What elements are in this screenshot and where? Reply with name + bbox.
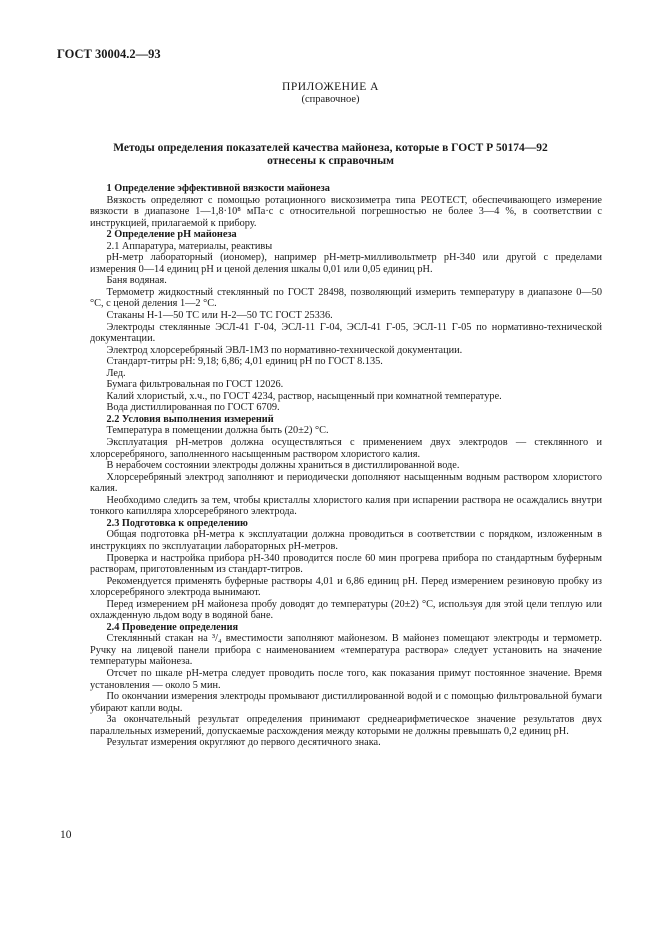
paragraph: Необходимо следить за тем, чтобы кристаллы хлористого калия при испарении раствора не осаждались внутри тонкого капилляра хлорсеребряного электрода. (90, 494, 602, 518)
paragraph: 2.1 Аппаратура, материалы, реактивы (106, 240, 273, 252)
paragraph: По окончании измерения электроды промывают дистиллированной водой и с помощью фильтровальной бумаги убирают капли воды. (90, 691, 602, 714)
paragraph: Электроды стеклянные ЭСЛ-41 Г-04, ЭСЛ-11 Г-04, ЭСЛ-41 Г-05, ЭСЛ-11 Г-05 по нормативно-технической документации. (90, 321, 602, 345)
appendix-status: (справочное) (301, 94, 360, 105)
paragraph: Электрод хлорсеребряный ЭВЛ-1М3 по нормативно-технической документации. (106, 344, 463, 356)
paragraph: Стеклянный стакан на ³/₄ вместимости заполняют майонезом. В майонез помещают электроды и термометр. Ручку на лицевой панели прибора с наименованием «температура раствора» следует установить на значение температуры майонеза. (90, 633, 602, 668)
paragraph: Вода дистиллированная по ГОСТ 6709. (106, 402, 280, 414)
paragraph: В нерабочем состоянии электроды должны храниться в дистиллированной воде. (106, 460, 460, 472)
paragraph: Баня водяная. (106, 275, 167, 287)
paragraph: Эксплуатация рН-метров должна осуществляться с применением двух электродов — стеклянного и хлорсеребряного, заполненного насыщенным раствором хлористого калия. (90, 437, 602, 460)
document-body (90, 183, 602, 749)
paragraph: Отсчет по шкале рН-метра следует проводить после того, как показания примут постоянное значение. Время установления — около 5 мин. (90, 667, 602, 691)
section-heading: 2.2 Условия выполнения измерений (106, 413, 274, 425)
section-title-line-2: отнесены к справочным (267, 155, 394, 167)
paragraph: рН-метр лабораторный (иономер), например рН-метр-милливольтметр рН-340 или другой с пределами измерения 0—14 единиц рН и ценой деления шкалы 0,01 или 0,05 единиц рН. (90, 252, 602, 275)
paragraph: Калий хлористый, х.ч., по ГОСТ 4234, раствор, насыщенный при комнатной температуре. (106, 390, 502, 402)
section-title-line-1: Методы определения показателей качества майонеза, которые в ГОСТ Р 50174—92 (113, 142, 548, 154)
section-title (0, 142, 661, 168)
page-number: 10 (60, 829, 72, 841)
document-number: ГОСТ 30004.2—93 (57, 47, 161, 61)
paragraph: Лед. (106, 367, 126, 379)
paragraph: Общая подготовка рН-метра к эксплуатации должна проводиться в соответствии с порядком, изложенным в инструкциях по эксплуатации лабораторных рН-метров. (90, 529, 602, 552)
paragraph: Результат измерения округляют до первого десятичного знака. (106, 737, 381, 749)
paragraph: За окончательный результат определения принимают среднеарифметическое значение результатов двух параллельных измерений, допускаемые расхождения между которыми не должны превышать 0,2 единиц рН. (90, 714, 602, 737)
paragraph: Температура в помещении должна быть (20±2) °С. (106, 425, 329, 437)
section-heading: 1 Определение эффективной вязкости майонеза (106, 183, 330, 194)
paragraph: Перед измерением рН майонеза пробу доводят до температуры (20±2) °С, используя для этой цели теплую или охлажденную льдом воду в водяной бане. (90, 598, 602, 622)
paragraph: Термометр жидкостный стеклянный по ГОСТ 28498, позволяющий измерить температуру в диапазоне 0—50 °С, с ценой деления 1—2 °С. (90, 286, 602, 310)
paragraph: Стандарт-титры рН: 9,18; 6,86; 4,01 единиц рН по ГОСТ 8.135. (106, 356, 383, 368)
paragraph: Бумага фильтровальная по ГОСТ 12026. (106, 379, 284, 391)
paragraph: Хлорсеребряный электрод заполняют и периодически дополняют насыщенным водным раствором хлористого калия. (90, 471, 602, 495)
section-heading: 2.3 Подготовка к определению (106, 517, 248, 529)
section-heading: 2.4 Проведение определения (106, 621, 239, 633)
appendix-label: ПРИЛОЖЕНИЕ А (282, 81, 379, 93)
paragraph: Рекомендуется применять буферные растворы 4,01 и 6,86 единиц рН. Перед измерением резиновую пробку из хлорсеребряного электрода вынимают. (90, 575, 602, 599)
paragraph: Проверка и настройка прибора рН-340 проводится после 60 мин прогрева прибора по стандартным буферным растворам, приготовленным из стандарт-титров. (90, 552, 602, 576)
section-heading: 2 Определение рН майонеза (106, 229, 237, 241)
paragraph: Стаканы Н-1—50 ТС или Н-2—50 ТС ГОСТ 25336. (106, 310, 333, 322)
paragraph: Вязкость определяют с помощью ротационного вискозиметра типа РЕОТЕСТ, обеспечивающего измерение вязкости в диапазоне 1—1,8·10⁸ мПа·с с относительной погрешностью не более 3—4 %, в соответствии с инструкцией, прилагаемой к прибору. (90, 194, 602, 229)
